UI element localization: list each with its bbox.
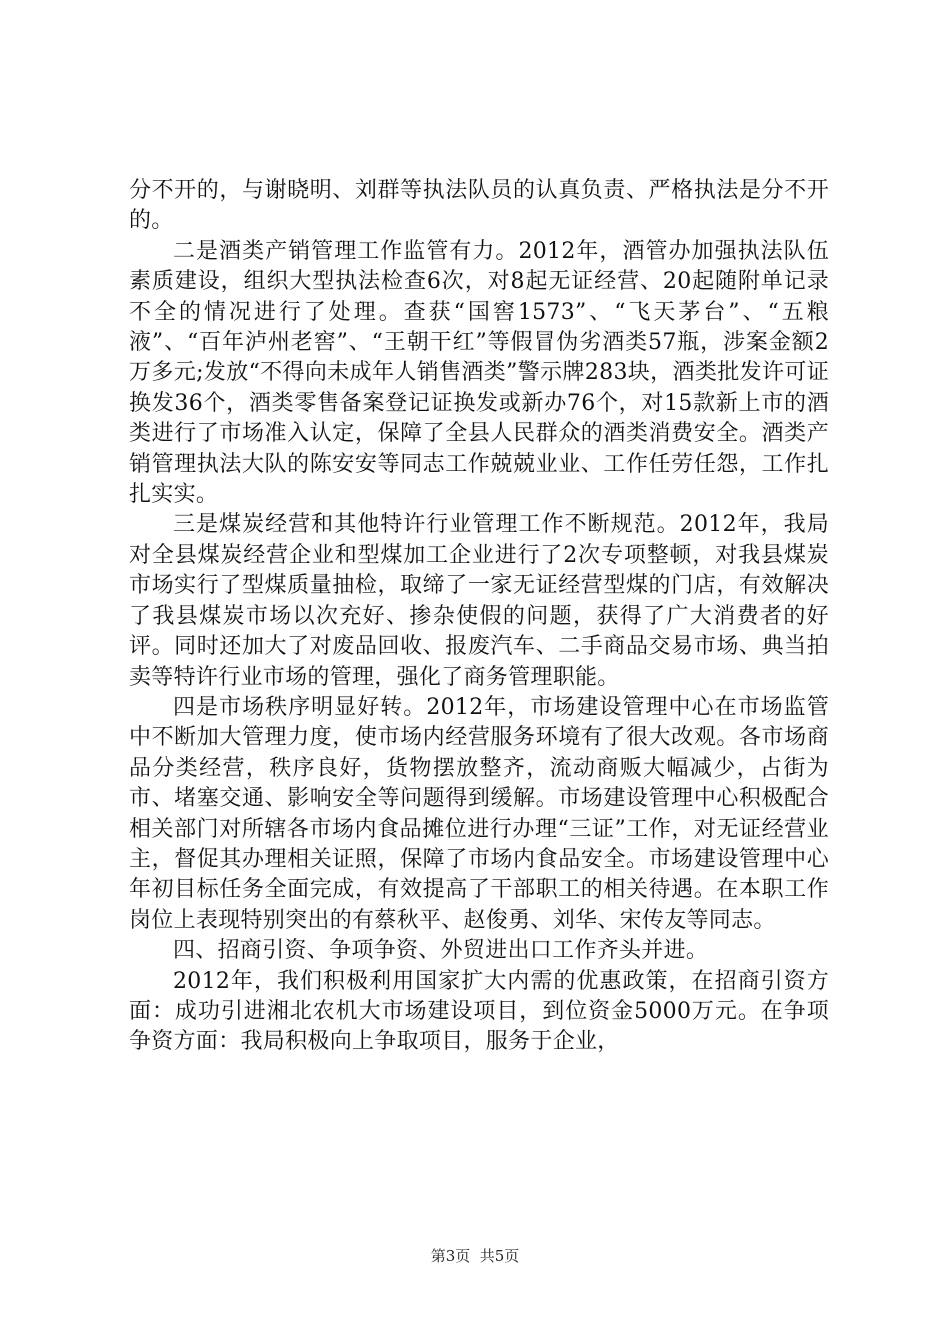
paragraph-1: 分不开的，与谢晓明、刘群等执法队员的认真负责、严格执法是分不开的。 (129, 178, 829, 234)
page-number-footer: 第3页 共5页 (430, 1247, 520, 1265)
paragraph-5: 2012年，我们积极利用国家扩大内需的优惠政策，在招商引资方面：成功引进湘北农机大市场建设项目，到位资金5000万元。在争项争资方面：我局积极向上争取项目，服务于企业， (129, 968, 829, 1055)
paragraph-4: 四是市场秩序明显好转。2012年，市场建设管理中心在市场监管中不断加大管理力度，使市场内经营服务环境有了很大改观。各市场商品分类经营，秩序良好，货物摆放整齐，流动商贩大幅减少，占街为市、堵塞交通、影响安全等问题得到缓解。市场建设管理中心积极配合相关部门对所辖各市场内食品摊位进行办理“三证”工作，对无证经营业主，督促其办理相关证照，保障了市场内食品安全。市场建设管理中心年初目标任务全面完成，有效提高了干部职工的相关待遇。在本职工作岗位上表现特别突出的有蔡秋平、赵俊勇、刘华、宋传友等同志。 (129, 694, 829, 933)
document-body (129, 176, 829, 1058)
paragraph-2: 二是酒类产销管理工作监管有力。2012年，酒管办加强执法队伍素质建设，组织大型执法检查6次，对8起无证经营、20起随附单记录不全的情况进行了处理。查获“国窖1573”、“飞天茅台”、“五粮液”、“百年泸州老窖”、“王朝干红”等假冒伪劣酒类57瓶，涉案金额2万多元;发放“不得向未成年人销售酒类”警示牌283块，酒类批发许可证换发36个，酒类零售备案登记证换发或新办76个，对15款新上市的酒类进行了市场准入认定，保障了全县人民群众的酒类消费安全。酒类产销管理执法大队的陈安安等同志工作兢兢业业、工作任劳任怨，工作扎扎实实。 (129, 238, 829, 508)
section-heading: 四、招商引资、争项争资、外贸进出口工作齐头并进。 (173, 938, 709, 964)
paragraph-3: 三是煤炭经营和其他特许行业管理工作不断规范。2012年，我局对全县煤炭经营企业和型煤加工企业进行了2次专项整顿，对我县煤炭市场实行了型煤质量抽检，取缔了一家无证经营型煤的门店，有效解决了我县煤炭市场以次充好、掺杂使假的问题，获得了广大消费者的好评。同时还加大了对废品回收、报废汽车、二手商品交易市场、典当拍卖等特许行业市场的管理，强化了商务管理职能。 (129, 512, 829, 690)
